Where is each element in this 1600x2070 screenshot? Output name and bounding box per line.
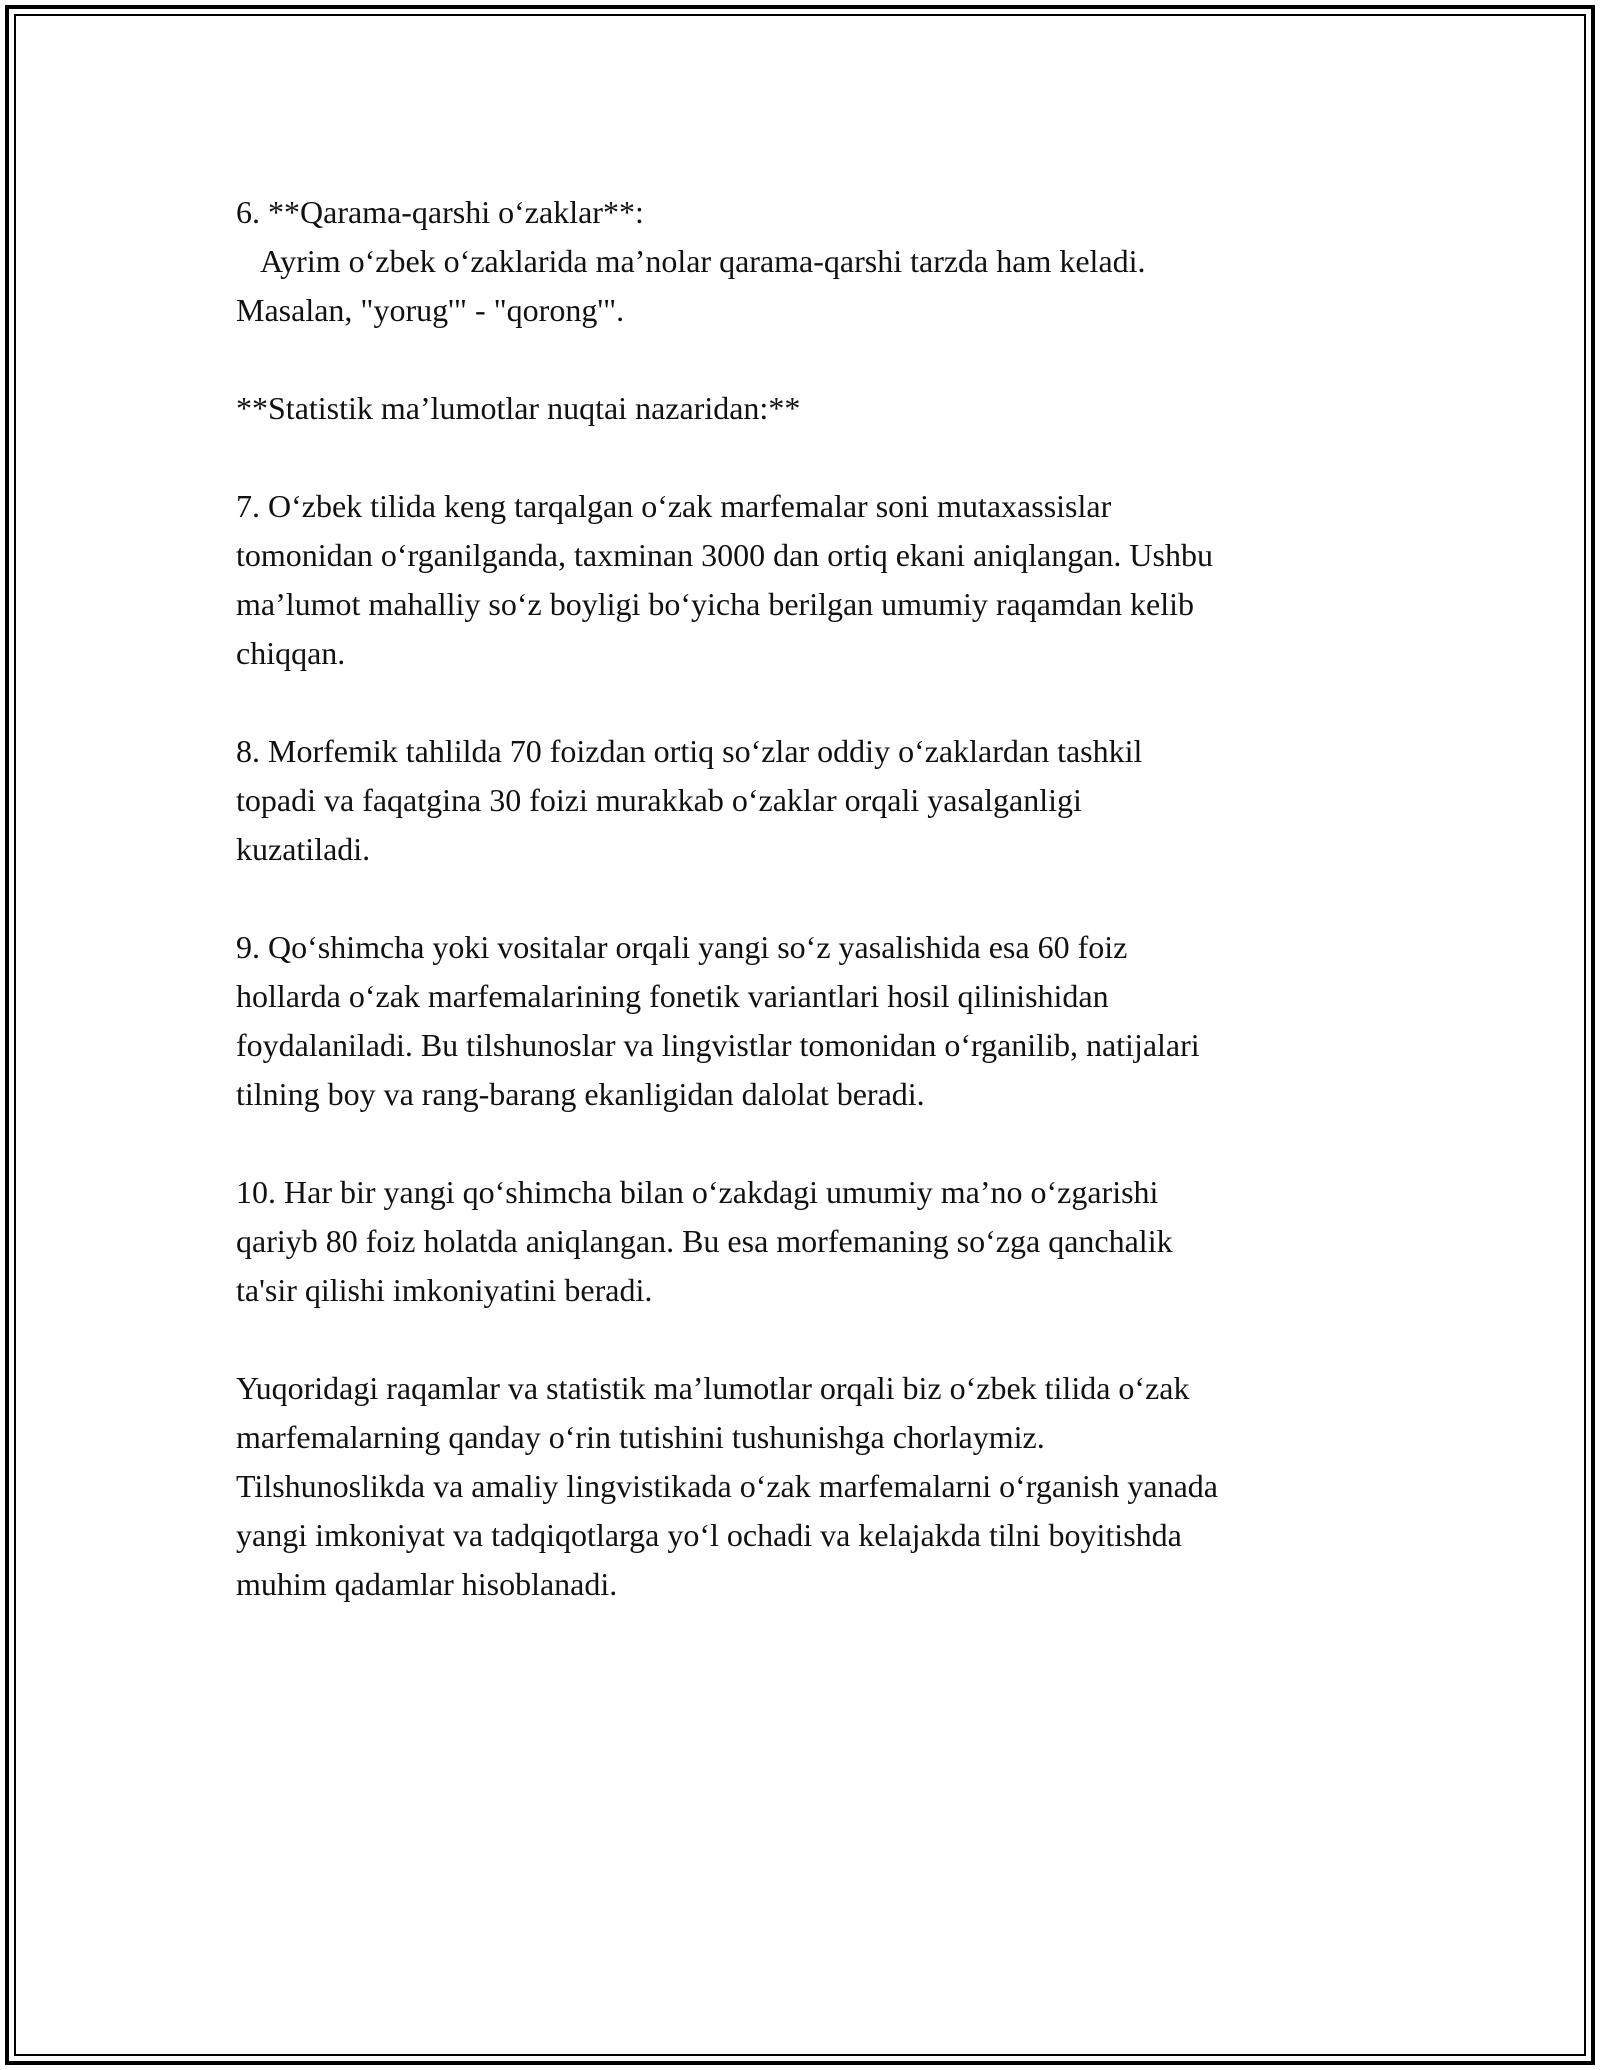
item-6-heading: 6. **Qarama-qarshi o‘zaklar**: (236, 194, 644, 230)
item-7-paragraph: 7. O‘zbek tilida keng tarqalgan o‘zak marfemalar soni mutaxassislar tomonidan o‘rganilganda, taxminan 3000 dan ortiq ekani aniqlangan. Ushbu ma’lumot mahalliy so‘z boyligi bo‘yicha berilgan umumiy raqamdan kelib chiqqan. (236, 488, 1213, 671)
item-8-paragraph: 8. Morfemik tahlilda 70 foizdan ortiq so‘zlar oddiy o‘zaklardan tashkil topadi va faqatgina 30 foizi murakkab o‘zaklar orqali yasalganligi kuzatiladi. (236, 733, 1143, 867)
paragraph-gap (236, 433, 1386, 482)
paragraph-gap (236, 335, 1386, 384)
paragraph-gap (236, 874, 1386, 923)
item-6-body: Ayrim o‘zbek o‘zaklarida ma’nolar qarama-qarshi tarzda ham keladi. Masalan, "yorug'" - "qorong'". (236, 243, 1146, 328)
conclusion-paragraph: Yuqoridagi raqamlar va statistik ma’lumotlar orqali biz o‘zbek tilida o‘zak marfemalarning qanday o‘rin tutishini tushunishga chorlaymiz. Tilshunoslikda va amaliy lingvistikada o‘zak marfemalarni o‘rganish yanada yangi imkoniyat va tadqiqotlarga yo‘l ochadi va kelajakda tilni boyitishda muhim qadamlar hisoblanadi. (236, 1370, 1218, 1602)
item-10-paragraph: 10. Har bir yangi qo‘shimcha bilan o‘zakdagi umumiy ma’no o‘zgarishi qariyb 80 foiz holatda aniqlangan. Bu esa morfemaning so‘zga qanchalik ta'sir qilishi imkoniyatini beradi. (236, 1174, 1173, 1308)
document-body (236, 188, 1386, 1609)
paragraph-gap (236, 1315, 1386, 1364)
paragraph-gap (236, 1119, 1386, 1168)
paragraph-gap (236, 678, 1386, 727)
section-heading: **Statistik ma’lumotlar nuqtai nazaridan:** (236, 390, 801, 426)
item-9-paragraph: 9. Qo‘shimcha yoki vositalar orqali yangi so‘z yasalishida esa 60 foiz hollarda o‘zak marfemalarining fonetik variantlari hosil qilinishidan foydalaniladi. Bu tilshunoslar va lingvistlar tomonidan o‘rganilib, natijalari tilning boy va rang-barang ekanligidan dalolat beradi. (236, 929, 1200, 1112)
